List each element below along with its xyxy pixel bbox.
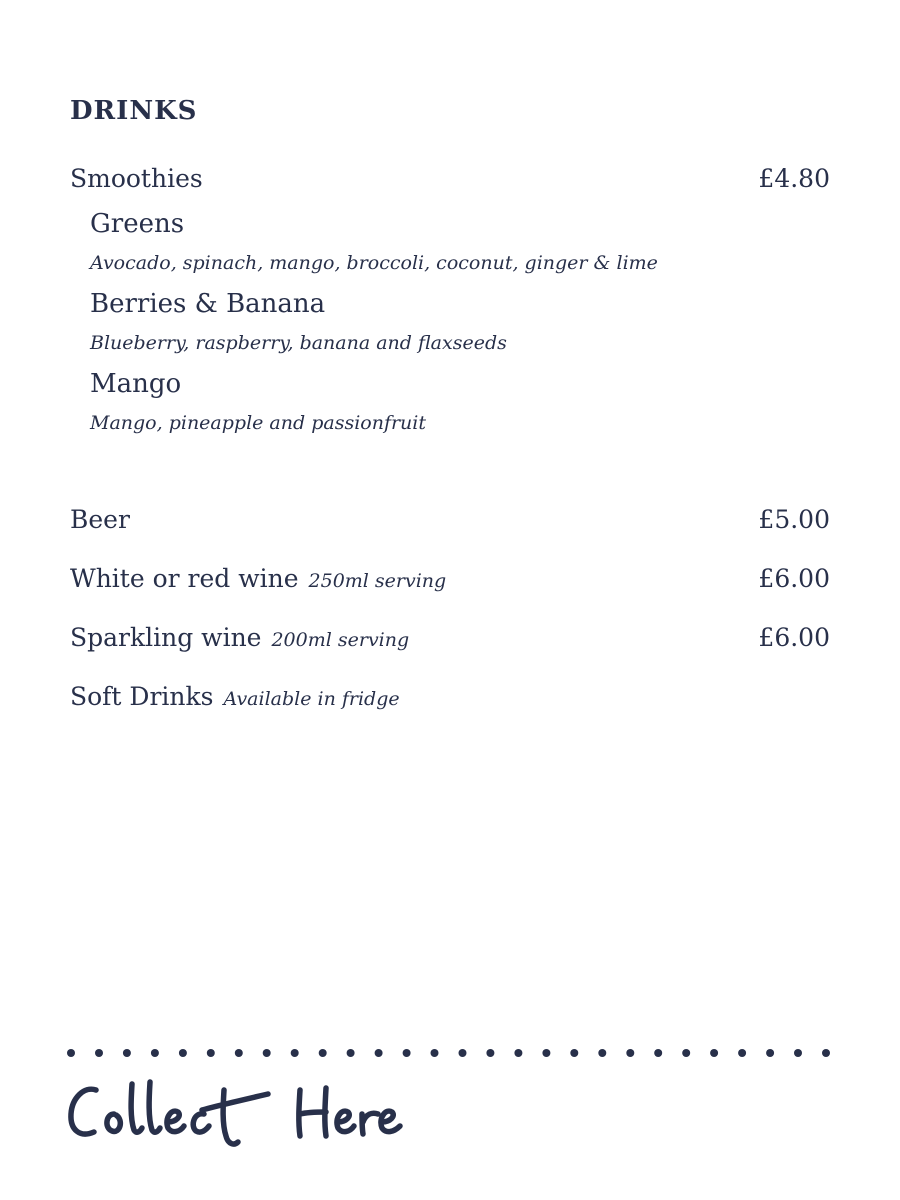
divider-dot <box>766 1049 774 1057</box>
menu-item-price: £6.00 <box>758 564 830 593</box>
divider-dot <box>95 1049 103 1057</box>
divider-dot <box>123 1049 131 1057</box>
divider-dot <box>207 1049 215 1057</box>
divider-dot <box>822 1049 830 1057</box>
collect-here-label <box>66 1070 426 1160</box>
menu-item-soft-drinks <box>70 681 400 715</box>
divider-dot <box>654 1049 662 1057</box>
divider-dot <box>179 1049 187 1057</box>
divider-dot <box>291 1049 299 1057</box>
smoothie-variant-name: Greens <box>90 209 185 239</box>
divider-dot <box>570 1049 578 1057</box>
divider-dot <box>514 1049 522 1057</box>
section-heading: DRINKS <box>70 96 198 126</box>
menu-item-name: Beer <box>70 505 130 534</box>
menu-item-note: 250ml serving <box>308 570 447 592</box>
divider-dot <box>710 1049 718 1057</box>
menu-item-wine <box>70 563 446 597</box>
divider-dot <box>598 1049 606 1057</box>
menu-item-name: Soft Drinks <box>70 682 214 711</box>
divider-dot <box>347 1049 355 1057</box>
smoothie-variant-description: Mango, pineapple and passionfruit <box>90 412 427 434</box>
smoothie-variant-name: Berries & Banana <box>90 289 326 319</box>
smoothie-variant-name: Mango <box>90 369 182 399</box>
dotted-divider <box>66 1046 836 1060</box>
divider-dot <box>738 1049 746 1057</box>
divider-dot <box>626 1049 634 1057</box>
smoothie-variant-description: Blueberry, raspberry, banana and flaxseeds <box>90 332 507 354</box>
menu-item-price: £5.00 <box>758 505 830 534</box>
divider-dot <box>682 1049 690 1057</box>
divider-dot <box>459 1049 467 1057</box>
divider-dot <box>486 1049 494 1057</box>
menu-item-name: Sparkling wine <box>70 623 262 652</box>
divider-dot <box>67 1049 75 1057</box>
menu-item-name: White or red wine <box>70 564 299 593</box>
smoothie-variant-description: Avocado, spinach, mango, broccoli, coconut, ginger & lime <box>90 252 658 274</box>
smoothies-price: £4.80 <box>758 164 830 193</box>
menu-item-price: £6.00 <box>758 623 830 652</box>
menu-item-note: 200ml serving <box>271 629 410 651</box>
smoothies-name: Smoothies <box>70 164 203 193</box>
divider-dot <box>542 1049 550 1057</box>
menu-item-sparkling-wine <box>70 622 409 656</box>
menu-item-beer <box>70 504 130 536</box>
divider-dot <box>319 1049 327 1057</box>
divider-dot <box>403 1049 411 1057</box>
divider-dot <box>151 1049 159 1057</box>
divider-dot <box>794 1049 802 1057</box>
divider-dot <box>235 1049 243 1057</box>
menu-item-note: Available in fridge <box>223 688 400 710</box>
divider-dot <box>375 1049 383 1057</box>
divider-dot <box>431 1049 439 1057</box>
divider-dot <box>263 1049 271 1057</box>
